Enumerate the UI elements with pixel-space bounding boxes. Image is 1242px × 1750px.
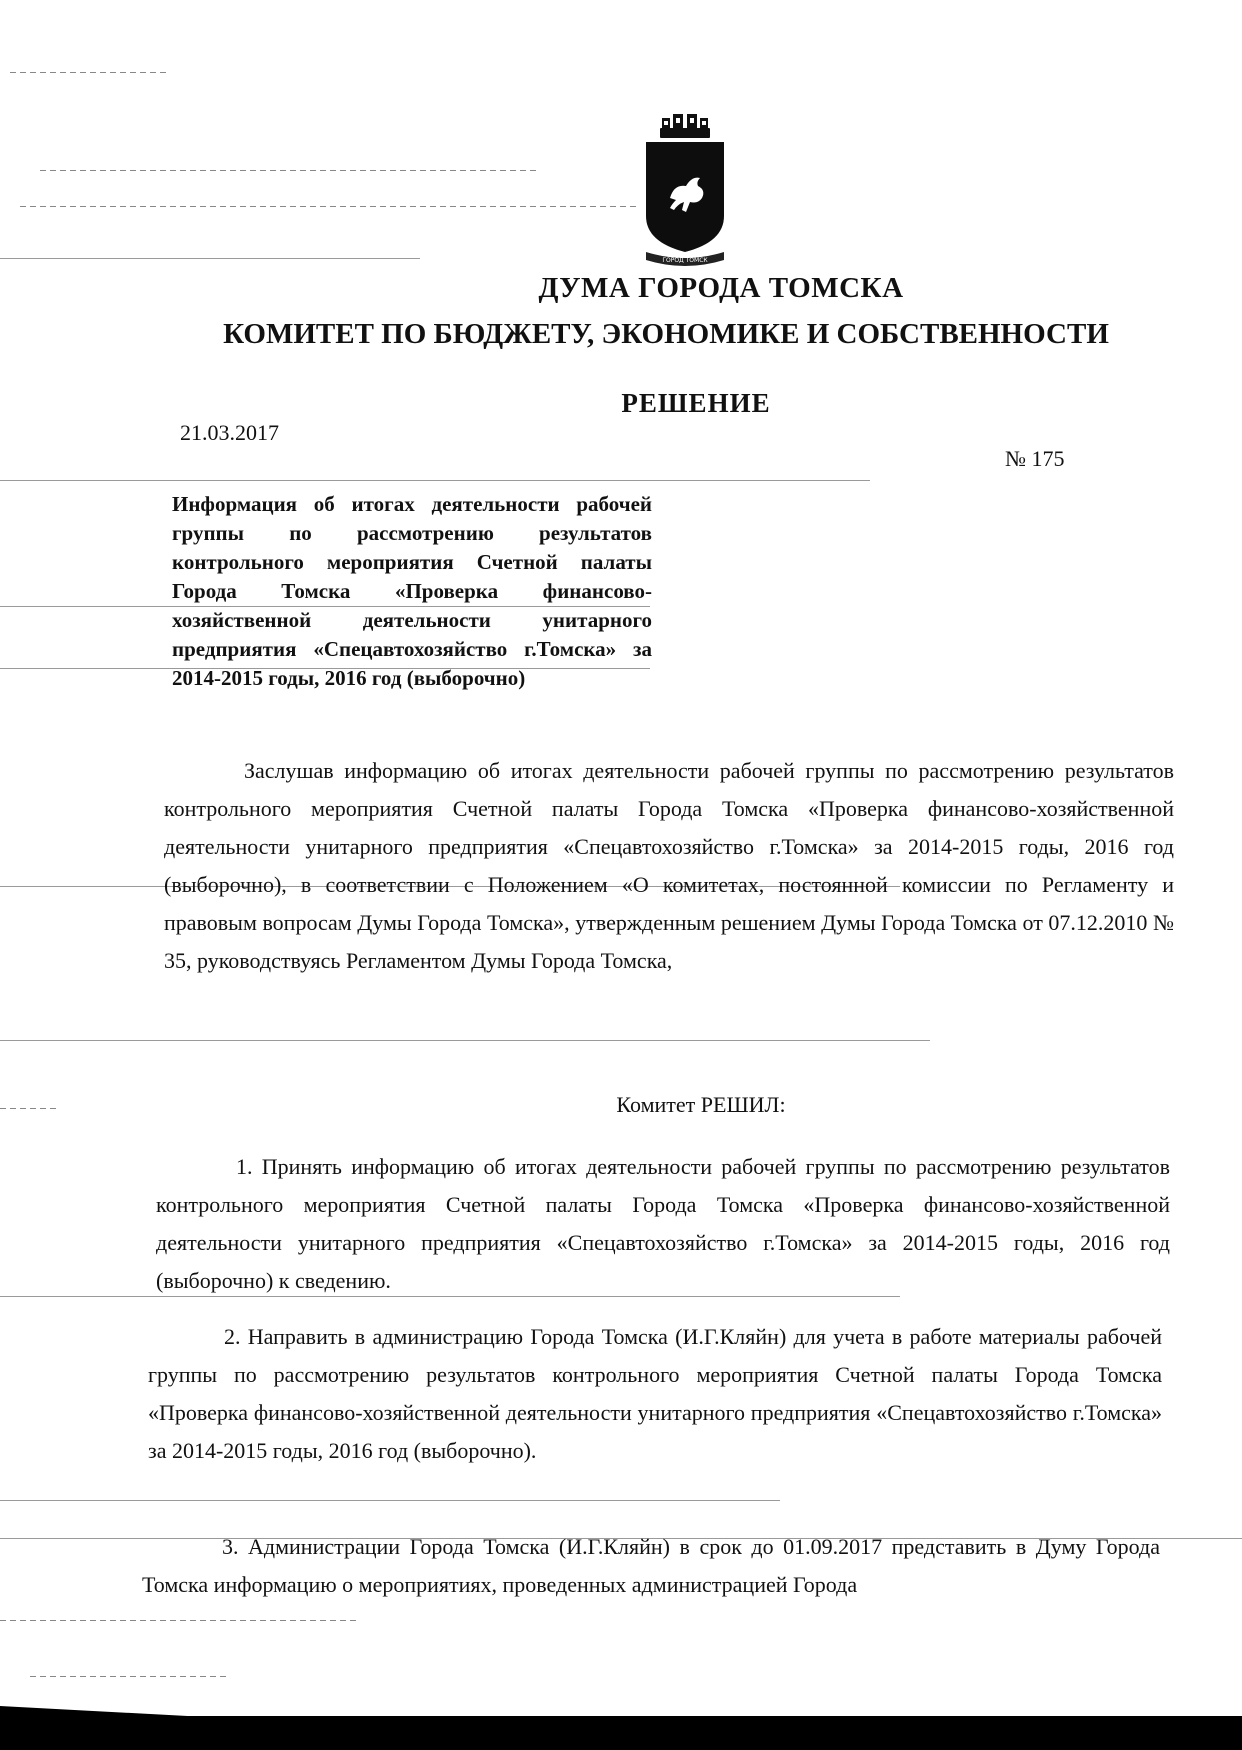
document-type: РЕШЕНИЕ bbox=[621, 388, 771, 418]
scan-bottom-edge bbox=[0, 1716, 1242, 1750]
crown-icon bbox=[660, 114, 710, 138]
organization-title: ДУМА ГОРОДА ТОМСКА bbox=[538, 272, 904, 304]
resolution-item-3: 3. Администрации Города Томска (И.Г.Кляйн) в срок до 01.09.2017 представить в Думу Города Томска информацию о мероприятиях, проведенных администрацией Города bbox=[142, 1534, 1160, 1597]
decision-date: 21.03.2017 bbox=[180, 420, 279, 445]
scan-artifact-line bbox=[20, 206, 640, 207]
scan-artifact-line bbox=[0, 1620, 360, 1621]
committee-title: КОМИТЕТ ПО БЮДЖЕТУ, ЭКОНОМИКЕ И СОБСТВЕННОСТИ bbox=[223, 318, 1109, 350]
resolution-item-1: 1. Принять информацию об итогах деятельности рабочей группы по рассмотрению результатов контрольного мероприятия Счетной палаты Города Томска «Проверка финансово-хозяйственной деятельности унитарного предприятия «Спецавтохозяйство г.Томска» за 2014-2015 годы, 2016 год (выборочно) к сведению. bbox=[156, 1154, 1170, 1293]
intro-paragraph: Заслушав информацию об итогах деятельности рабочей группы по рассмотрению результатов контрольного мероприятия Счетной палаты Города Томска «Проверка финансово-хозяйственной деятельности унитарного предприятия «Спецавтохозяйство г.Томска» за 2014-2015 годы, 2016 год (выборочно), в соответствии с Положением «О комитетах, постоянной комиссии по Регламенту и правовым вопросам Думы Города Томска», утвержденным решением Думы Города Томска от 07.12.2010 № 35, руководствуясь Регламентом Думы Города Томска, bbox=[164, 758, 1174, 973]
decision-subject: Информация об итогах деятельности рабочей группы по рассмотрению результатов контрольного мероприятия Счетной палаты Города Томска «Проверка финансово-хозяйственной деятельности унитарного предприятия «Спецавтохозяйство г.Томска» за 2014-2015 годы, 2016 год (выборочно) bbox=[172, 492, 652, 690]
scan-artifact-line bbox=[0, 1040, 930, 1041]
scan-artifact-line bbox=[40, 170, 540, 171]
resolution-item-2: 2. Направить в администрацию Города Томска (И.Г.Кляйн) для учета в работе материалы рабочей группы по рассмотрению результатов контрольного мероприятия Счетной палаты Города Томска «Проверка финансово-хозяйственной деятельности унитарного предприятия «Спецавтохозяйство г.Томска» за 2014-2015 годы, 2016 год (выборочно). bbox=[148, 1324, 1162, 1463]
scan-artifact-line bbox=[0, 480, 870, 481]
scan-artifact-line bbox=[0, 258, 420, 259]
city-emblem bbox=[640, 112, 730, 272]
resolved-heading: Комитет РЕШИЛ: bbox=[616, 1092, 786, 1117]
decision-number: № 175 bbox=[1005, 446, 1065, 471]
scan-artifact-line bbox=[10, 72, 170, 73]
scan-artifact-line bbox=[0, 1500, 780, 1501]
emblem-banner: ГОРОД ТОМСК bbox=[662, 257, 708, 264]
scan-artifact-line bbox=[30, 1676, 230, 1677]
